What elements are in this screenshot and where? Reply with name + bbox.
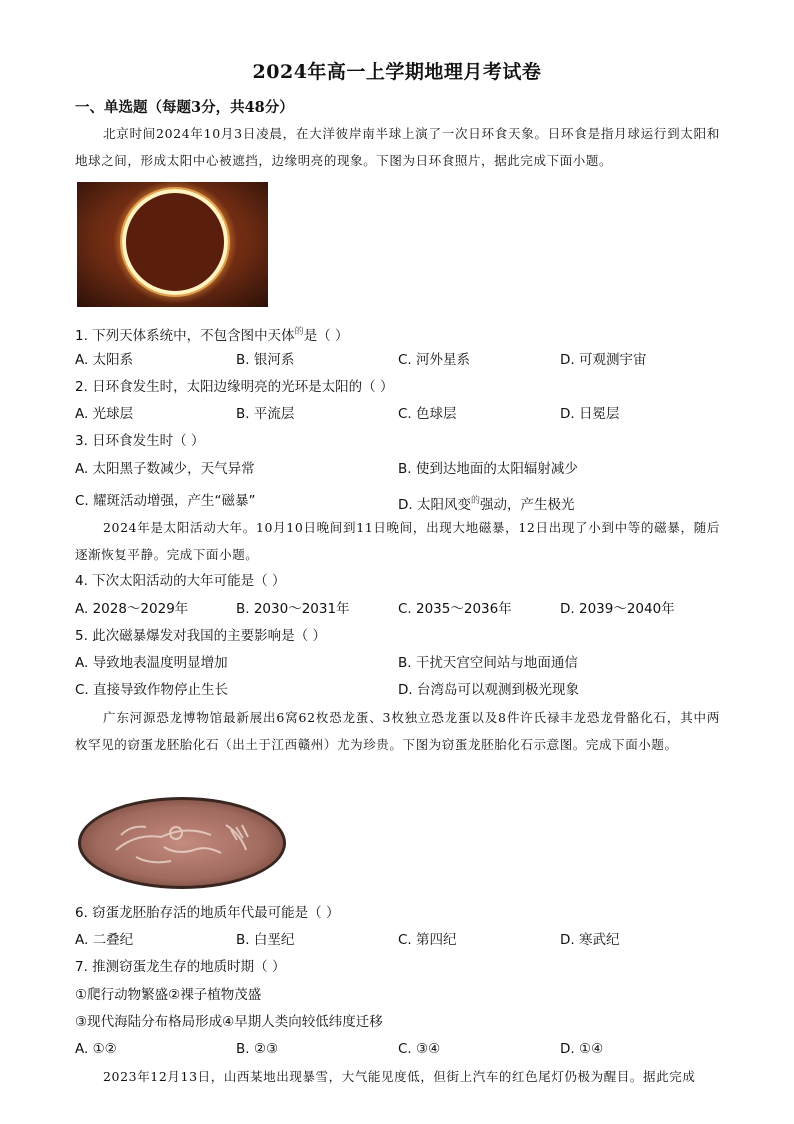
option-a: A. 太阳系 xyxy=(75,352,134,368)
option-b: B. 使到达地面的太阳辐射减少 xyxy=(398,461,578,477)
page-title: 2024年高一上学期地理月考试卷 xyxy=(252,61,542,83)
option-b: B. 平流层 xyxy=(236,406,295,422)
passage-2: 2024年是太阳活动大年。10月10日晚间到11日晚间，出现大地磁暴，12日出现了小到中等的磁暴，随后逐渐恢复平静。完成下面小题。 xyxy=(75,520,720,562)
question-7-statements-1: ①爬行动物繁盛②裸子植物茂盛 xyxy=(75,987,262,1003)
option-c: C. 耀斑活动增强，产生“磁暴” xyxy=(75,493,256,509)
question-7-statements-2: ③现代海陆分布格局形成④早期人类向较低纬度迁移 xyxy=(75,1014,383,1030)
option-d: D. 2039～2040年 xyxy=(560,601,675,617)
option-c: C. 第四纪 xyxy=(398,932,457,948)
option-c: C. ③④ xyxy=(398,1041,441,1057)
option-c: C. 河外星系 xyxy=(398,352,471,368)
option-a: A. 导致地表温度明显增加 xyxy=(75,655,228,671)
passage-4: 2023年12月13日，山西某地出现暴雪，大气能见度低，但街上汽车的红色尾灯仍极为醒目。据此完成 xyxy=(103,1069,696,1084)
question-4: 4. 下次太阳活动的大年可能是（ ） xyxy=(75,573,286,589)
section-heading: 一、单选题（每题3分，共48分） xyxy=(75,99,294,116)
option-d: D. 寒武纪 xyxy=(560,932,620,948)
question-1: 1. 下列天体系统中，不包含图中天体$^的$是（ ） xyxy=(75,327,349,344)
oviraptor-embryo-fossil-photo xyxy=(76,795,288,892)
option-d: D. 可观测宇宙 xyxy=(560,352,647,368)
option-b: B. 干扰天宫空间站与地面通信 xyxy=(398,655,578,671)
option-b: B. ②③ xyxy=(236,1041,279,1057)
option-a: A. 二叠纪 xyxy=(75,932,134,948)
question-3: 3. 日环食发生时（ ） xyxy=(75,433,205,449)
option-b: B. 银河系 xyxy=(236,352,295,368)
option-d: D. ①④ xyxy=(560,1041,604,1057)
option-b: B. 2030～2031年 xyxy=(236,601,350,617)
option-c: C. 色球层 xyxy=(398,406,457,422)
option-a: A. 光球层 xyxy=(75,406,134,422)
option-d: D. 太阳风变$^的$强动，产生极光 xyxy=(398,496,575,513)
question-2: 2. 日环食发生时，太阳边缘明亮的光环是太阳的（ ） xyxy=(75,379,394,395)
option-a: A. 太阳黑子数减少，天气异常 xyxy=(75,461,255,477)
option-d: D. 日冕层 xyxy=(560,406,620,422)
option-c: C. 2035～2036年 xyxy=(398,601,512,617)
annular-eclipse-photo xyxy=(77,182,268,307)
question-6: 6. 窃蛋龙胚胎存活的地质年代最可能是（ ） xyxy=(75,905,340,921)
question-7: 7. 推测窃蛋龙生存的地质时期（ ） xyxy=(75,959,286,975)
question-5: 5. 此次磁暴爆发对我国的主要影响是（ ） xyxy=(75,628,326,644)
option-a: A. ①② xyxy=(75,1041,117,1057)
passage-3: 广东河源恐龙博物馆最新展出6窝62枚恐龙蛋、3枚独立恐龙蛋以及8件许氏禄丰龙恐龙骨骼化石，其中两枚罕见的窃蛋龙胚胎化石（出土于江西赣州）尤为珍贵。下图为窃蛋龙胚胎化石示意图。完成下面小题。 xyxy=(75,710,720,752)
option-b: B. 白垩纪 xyxy=(236,932,295,948)
option-d: D. 台湾岛可以观测到极光现象 xyxy=(398,682,579,698)
option-c: C. 直接导致作物停止生长 xyxy=(75,682,229,698)
option-a: A. 2028～2029年 xyxy=(75,601,189,617)
passage-1: 北京时间2024年10月3日凌晨，在大洋彼岸南半球上演了一次日环食天象。日环食是指月球运行到太阳和地球之间，形成太阳中心被遮挡，边缘明亮的现象。下图为日环食照片，据此完成下面小题。 xyxy=(75,126,720,168)
